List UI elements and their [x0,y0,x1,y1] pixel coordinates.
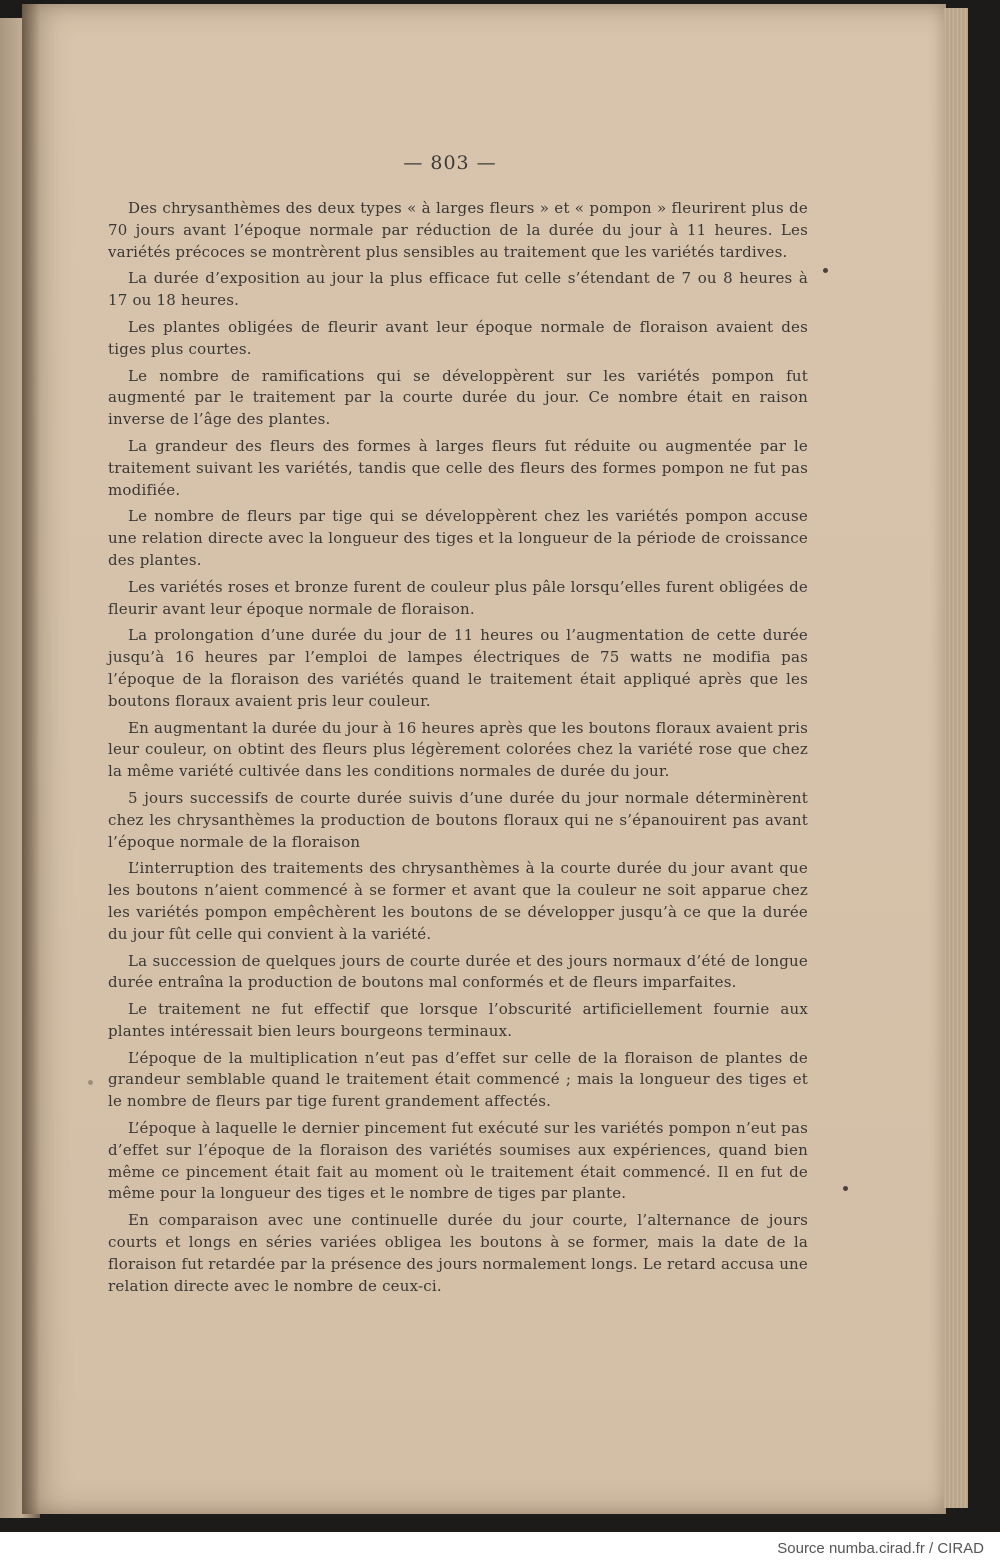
paragraph: Des chrysanthèmes des deux types « à larges fleurs » et « pompon » fleurirent plus de 70 jours avant l’époque normale par réduction de la durée du jour à 11 heures. Les variétés précoces se montrèrent plus sensibles au traitement que les variétés tardives. [108,199,808,261]
margin-speck [88,1080,93,1085]
paragraph: Le nombre de ramifications qui se développèrent sur les variétés pompon fut augmenté par le traitement par la courte durée du jour. Ce nombre était en raison inverse de l’âge des plantes. [108,366,808,429]
paragraph: La prolongation d’une durée du jour de 11 heures ou l’augmentation de cette durée jusqu’à 16 heures par l’emploi de lampes électriques de 75 watts ne modifia pas l’époque de la floraison des variétés quand le traitement était appliqué après que les boutons floraux avaient pris leur couleur. [108,626,808,710]
paragraph: L’époque à laquelle le dernier pincement fut exécuté sur les variétés pompon n’eut pas d’effet sur l’époque de la floraison des variétés soumises aux expériences, quand bien même ce pincement était fait au moment où le traitement était commencé. Il en fut de même pour la longueur des tiges et le nombre de tiges par plante. [108,1119,808,1203]
paragraph: La durée d’exposition au jour la plus efficace fut celle s’étendant de 7 ou 8 heures à 17 ou 18 heures. [108,269,808,310]
paragraph: La grandeur des fleurs des formes à larges fleurs fut réduite ou augmentée par le traitement suivant les variétés, tandis que celle des fleurs des formes pompon ne fut pas modifiée. [108,436,808,499]
page-number: — 803 — [403,152,497,174]
gutter-shadow [22,4,40,1514]
page-stack-edge [944,8,968,1508]
paragraph: 5 jours successifs de courte durée suivis d’une durée du jour normale déterminèrent chez les chrysanthèmes la production de boutons floraux qui ne s’épanouirent pas avant l’époque normale de la floraison [108,788,808,851]
margin-speck [843,1186,848,1191]
paragraph: Les plantes obligées de fleurir avant leur époque normale de floraison avaient des tiges plus courtes. [108,317,808,358]
body-text [108,198,808,1302]
paragraph: L’interruption des traitements des chrysanthèmes à la courte durée du jour avant que les boutons n’aient commencé à se former et avant que la couleur ne soit apparue chez les variétés pompon empêchèrent les boutons de se développer jusqu’à ce que la durée du jour fût celle qui convient à la variété. [108,859,808,943]
paragraph: En augmentant la durée du jour à 16 heures après que les boutons floraux avaient pris leur couleur, on obtint des fleurs plus légèrement colorées chez la variété rose que chez la même variété cultivée dans les conditions normales de durée du jour. [108,718,808,781]
source-credit: Source numba.cirad.fr / CIRAD [777,1540,984,1557]
footer-bar [0,1532,1000,1566]
paragraph: L’époque de la multiplication n’eut pas d’effet sur celle de la floraison de plantes de grandeur semblable quand le traitement était commencé ; mais la longueur des tiges et le nombre de fleurs par tige furent grandement affectés. [108,1048,808,1111]
paragraph: La succession de quelques jours de courte durée et des jours normaux d’été de longue durée entraîna la production de boutons mal conformés et de fleurs imparfaites. [108,951,808,992]
paragraph: Les variétés roses et bronze furent de couleur plus pâle lorsqu’elles furent obligées de fleurir avant leur époque normale de floraison. [108,577,808,618]
paragraph: Le nombre de fleurs par tige qui se développèrent chez les variétés pompon accuse une relation directe avec la longueur des tiges et la longueur de la période de croissance des plantes. [108,507,808,569]
margin-speck [823,268,828,273]
paragraph: En comparaison avec une continuelle durée du jour courte, l’alternance de jours courts et longs en séries variées obligea les boutons à se former, mais la date de la floraison fut retardée par la présence des jours normalement longs. Le retard accusa une relation directe avec le nombre de ceux-ci. [108,1211,808,1295]
paragraph: Le traitement ne fut effectif que lorsque l’obscurité artificiellement fournie aux plantes intéressait bien leurs bourgeons terminaux. [108,1000,808,1040]
